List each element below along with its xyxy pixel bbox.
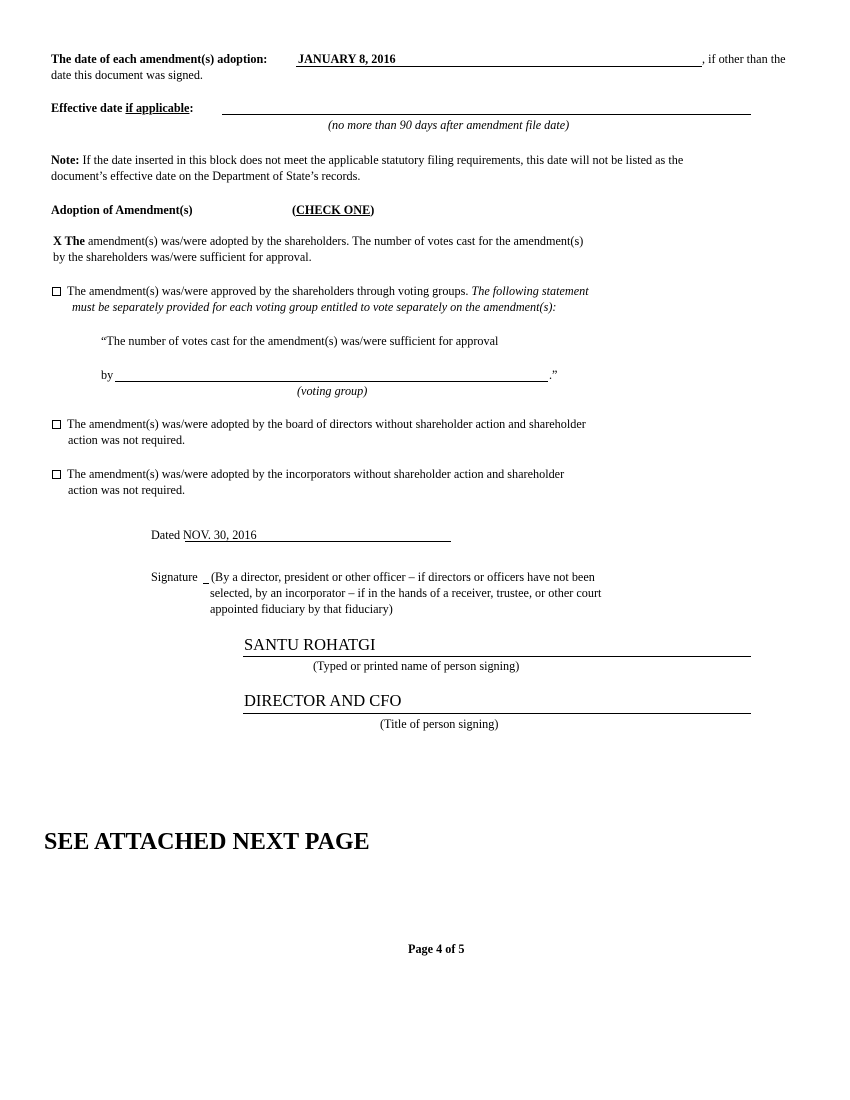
adoption-date-suffix: , if other than the (702, 52, 786, 66)
adoption-date-line (51, 51, 267, 67)
signature-field[interactable] (203, 583, 209, 584)
voting-group-by-label: by (101, 368, 114, 382)
signature-instructions-line3: appointed fiduciary by that fiduciary) (210, 602, 393, 616)
voting-group-field[interactable] (115, 381, 548, 382)
option-incorporators-checkbox[interactable] (52, 470, 61, 479)
signer-title-value[interactable]: DIRECTOR AND CFO (244, 691, 402, 710)
voting-groups-quote: “The number of votes cast for the amendment(s) was/were sufficient for approval (101, 334, 499, 348)
see-attached-heading: SEE ATTACHED NEXT PAGE (44, 829, 370, 855)
voting-group-end: .” (549, 368, 558, 382)
dated-value[interactable]: NOV. 30, 2016 (183, 528, 257, 542)
adoption-date-label: The date of each amendment(s) adoption: (51, 52, 268, 66)
voting-group-caption: (voting group) (297, 384, 368, 398)
option-incorporators[interactable]: The amendment(s) was/were adopted by the incorporators without shareholder action and shareholder (52, 466, 564, 482)
option-shareholders[interactable]: X The amendment(s) was/were adopted by the shareholders. The number of votes cast for the amendment(s) (53, 234, 584, 248)
dated-label: Dated (151, 528, 181, 542)
adoption-date-underline (296, 66, 702, 67)
signer-title-caption: (Title of person signing) (380, 717, 499, 731)
check-one-label: (CHECK ONE) (292, 203, 375, 217)
page-number: Page 4 of 5 (408, 942, 465, 956)
option-shareholders-mark[interactable]: X (53, 234, 62, 248)
signer-name-value[interactable]: SANTU ROHATGI (244, 635, 376, 654)
effective-date-caption: (no more than 90 days after amendment file date) (328, 118, 570, 132)
option-board-checkbox[interactable] (52, 420, 61, 429)
option-board-of-directors[interactable]: The amendment(s) was/were adopted by the board of directors without shareholder action and shareholder (52, 416, 586, 432)
effective-date-underline (222, 114, 751, 115)
option-board-line2: action was not required. (68, 433, 186, 447)
option-shareholders-line2: by the shareholders was/were sufficient for approval. (53, 250, 312, 264)
signature-label: Signature (151, 570, 198, 584)
adoption-date-value[interactable]: JANUARY 8, 2016 (298, 52, 396, 66)
adoption-section-title: Adoption of Amendment(s) (51, 203, 193, 217)
adoption-date-line2: date this document was signed. (51, 68, 203, 82)
signer-title-underline (243, 713, 751, 714)
option-incorporators-line2: action was not required. (68, 483, 186, 497)
signer-name-caption: (Typed or printed name of person signing) (313, 659, 520, 673)
note-line1: Note: If the date inserted in this block does not meet the applicable statutory filing requirements, this date will not be listed as the (51, 153, 684, 167)
dated-underline (185, 541, 451, 542)
signature-instructions-line1: (By a director, president or other officer – if directors or officers have not been (211, 570, 595, 584)
effective-date-label: Effective date if applicable: (51, 101, 194, 115)
option-voting-groups-line2: must be separately provided for each voting group entitled to vote separately on the amendment(s): (72, 300, 557, 314)
option-voting-groups[interactable]: The amendment(s) was/were approved by the shareholders through voting groups. The following statement (52, 283, 589, 299)
signature-instructions-line2: selected, by an incorporator – if in the hands of a receiver, trustee, or other court (210, 586, 602, 600)
signer-name-underline (243, 656, 751, 657)
note-line2: document’s effective date on the Department of State’s records. (51, 169, 361, 183)
option-voting-groups-checkbox[interactable] (52, 287, 61, 296)
